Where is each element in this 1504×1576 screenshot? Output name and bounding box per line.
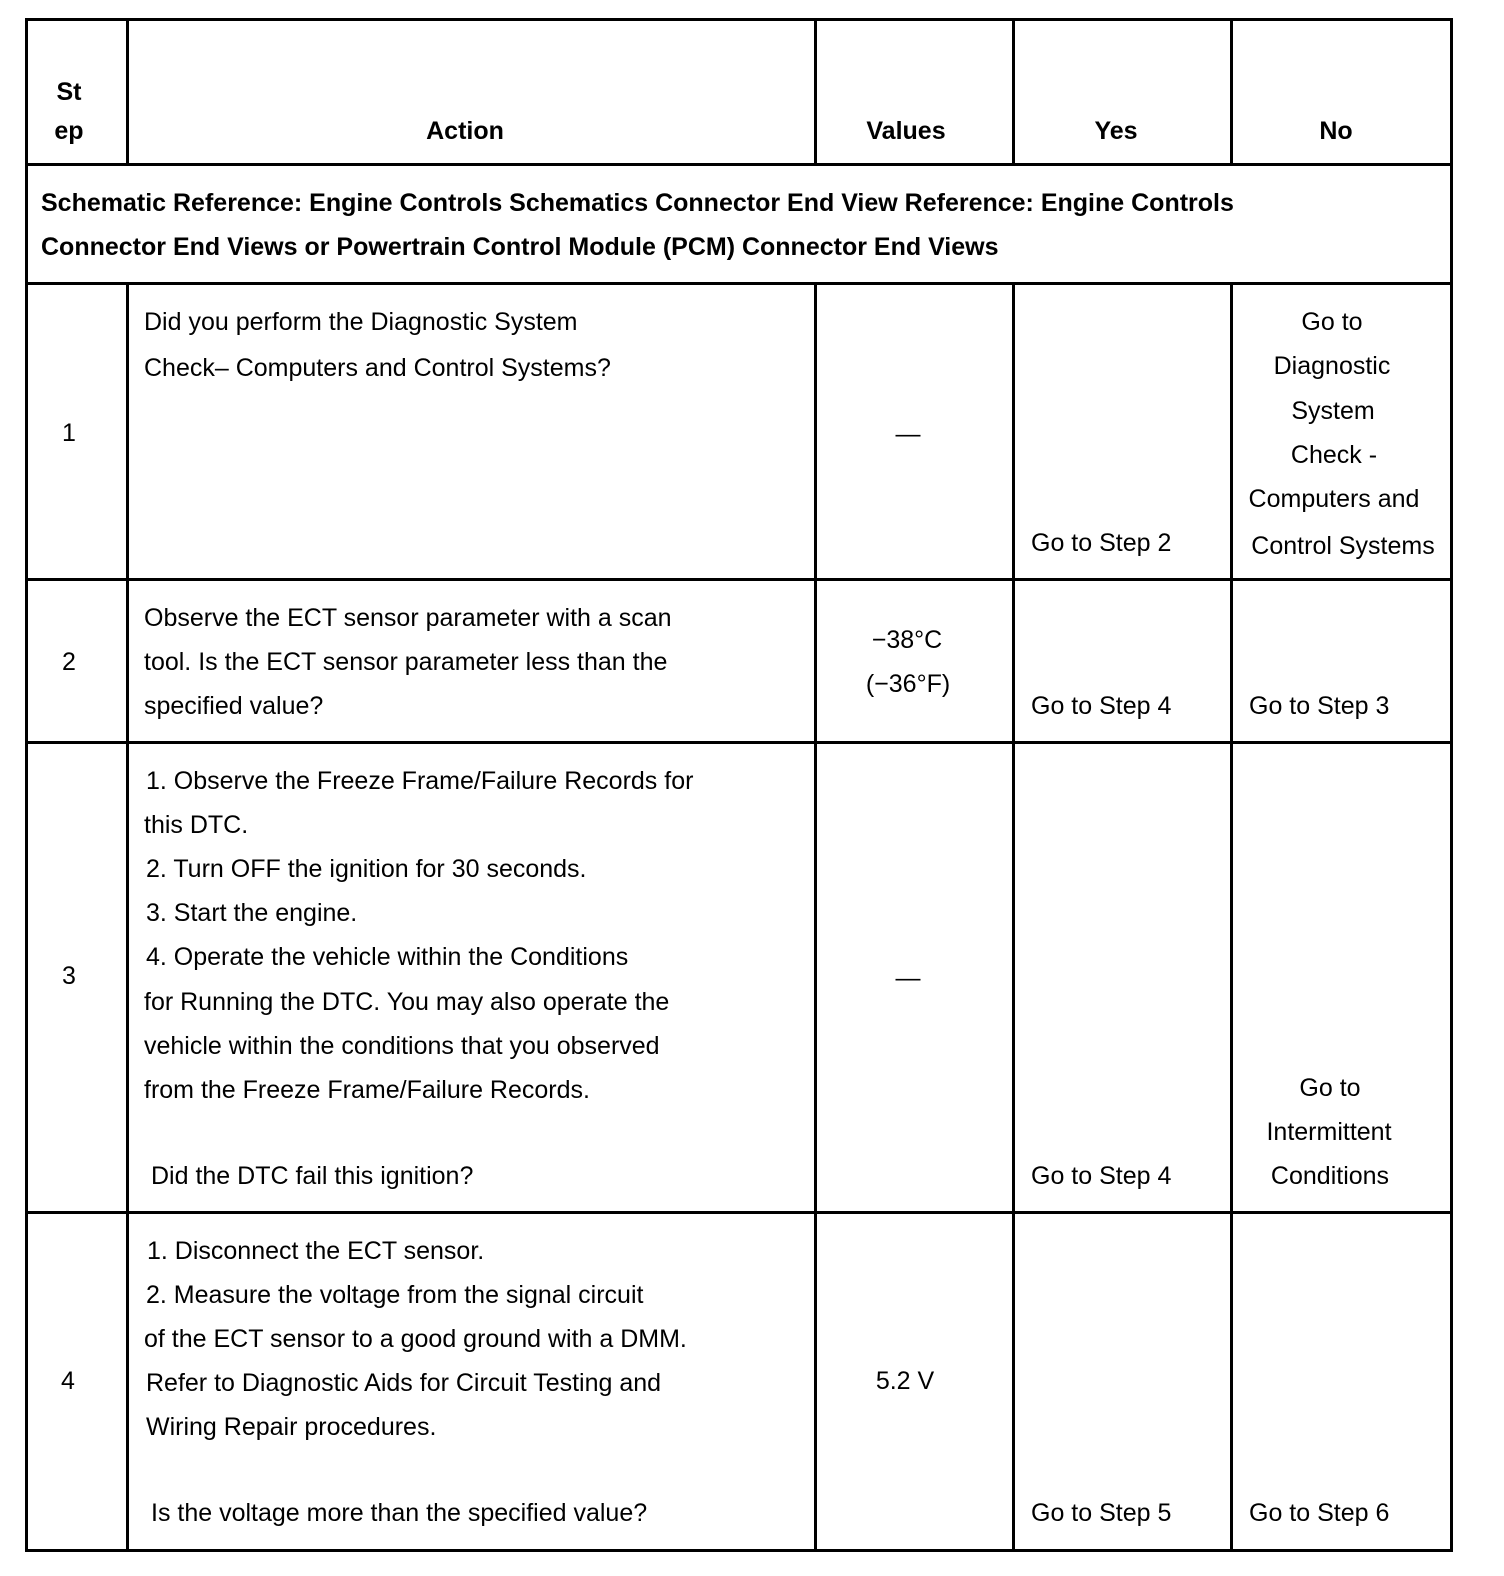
action-line: of the ECT sensor to a good ground with a DMM.: [144, 1325, 687, 1353]
action-line: Check– Computers and Control Systems?: [144, 354, 611, 382]
no-link-line[interactable]: Conditions: [1270, 1162, 1390, 1190]
action-line: Refer to Diagnostic Aids for Circuit Testing and: [146, 1369, 662, 1397]
no-link-line[interactable]: Go to: [1299, 1074, 1361, 1102]
column-divider: [1012, 282, 1015, 1552]
table-border-left: [25, 18, 28, 1552]
column-divider: [126, 282, 129, 1552]
step-number: 1: [62, 419, 76, 447]
action-line: 1. Disconnect the ECT sensor.: [147, 1237, 485, 1265]
no-link[interactable]: Go to Step 6: [1249, 1499, 1390, 1527]
column-divider: [814, 282, 817, 1552]
action-line: 4. Operate the vehicle within the Conditions: [146, 943, 629, 971]
yes-link[interactable]: Go to Step 4: [1031, 1162, 1172, 1190]
header-step-line2: ep: [54, 117, 84, 145]
row-divider: [25, 578, 1453, 581]
no-link-line[interactable]: Diagnostic: [1273, 352, 1391, 380]
step-number: 4: [61, 1367, 75, 1395]
yes-link[interactable]: Go to Step 2: [1031, 529, 1172, 557]
action-line: 2. Measure the voltage from the signal circuit: [146, 1281, 644, 1309]
no-link[interactable]: Go to Step 3: [1249, 692, 1390, 720]
action-line: vehicle within the conditions that you observed: [144, 1032, 660, 1060]
reference-divider: [25, 282, 1453, 285]
action-line: from the Freeze Frame/Failure Records.: [144, 1076, 590, 1104]
no-link-line[interactable]: Check -: [1290, 441, 1378, 469]
action-line: 3. Start the engine.: [146, 899, 358, 927]
column-divider: [126, 18, 129, 166]
column-divider: [1230, 282, 1233, 1552]
table-border-bottom: [25, 1549, 1453, 1552]
action-line: 1. Observe the Freeze Frame/Failure Records for: [146, 767, 694, 795]
table-border-right: [1450, 18, 1453, 1552]
action-line: specified value?: [144, 692, 324, 720]
values-text: (−36°F): [865, 670, 951, 698]
no-link-line[interactable]: Go to: [1301, 308, 1363, 336]
values-text: —: [895, 420, 921, 448]
column-divider: [814, 18, 817, 166]
schematic-reference-line1: Schematic Reference: Engine Controls Schematics Connector End View Reference: Engine Controls: [41, 189, 1234, 217]
row-divider: [25, 741, 1453, 744]
action-line: 2. Turn OFF the ignition for 30 seconds.: [146, 855, 587, 883]
no-link-line[interactable]: Computers and: [1248, 485, 1420, 513]
header-action: Action: [426, 117, 504, 145]
column-divider: [1230, 18, 1233, 166]
action-line: Did you perform the Diagnostic System: [144, 308, 578, 336]
action-line: Observe the ECT sensor parameter with a scan: [144, 604, 672, 632]
no-link-line[interactable]: Control Systems: [1251, 532, 1435, 560]
header-no: No: [1319, 117, 1353, 145]
action-line: for Running the DTC. You may also operate the: [144, 988, 670, 1016]
values-text: −38°C: [871, 626, 943, 654]
action-question: Is the voltage more than the specified value?: [151, 1499, 648, 1527]
header-divider: [25, 163, 1453, 166]
row-divider: [25, 1211, 1453, 1214]
step-number: 2: [62, 648, 76, 676]
table-border-top: [25, 18, 1453, 21]
yes-link[interactable]: Go to Step 5: [1031, 1499, 1172, 1527]
no-link-line[interactable]: System: [1291, 397, 1375, 425]
action-line: this DTC.: [144, 811, 249, 839]
values-text: 5.2 V: [875, 1367, 935, 1395]
column-divider: [1012, 18, 1015, 166]
schematic-reference-line2: Connector End Views or Powertrain Control Module (PCM) Connector End Views: [41, 233, 999, 261]
action-line: tool. Is the ECT sensor parameter less than the: [144, 648, 668, 676]
header-yes: Yes: [1094, 117, 1138, 145]
action-question: Did the DTC fail this ignition?: [151, 1162, 474, 1190]
action-line: Wiring Repair procedures.: [146, 1413, 437, 1441]
yes-link[interactable]: Go to Step 4: [1031, 692, 1172, 720]
values-text: —: [895, 964, 921, 992]
header-step-line1: St: [56, 78, 82, 106]
diagnostic-table: [25, 18, 1453, 1552]
step-number: 3: [62, 962, 76, 990]
no-link-line[interactable]: Intermittent: [1266, 1118, 1392, 1146]
header-values: Values: [866, 117, 946, 145]
